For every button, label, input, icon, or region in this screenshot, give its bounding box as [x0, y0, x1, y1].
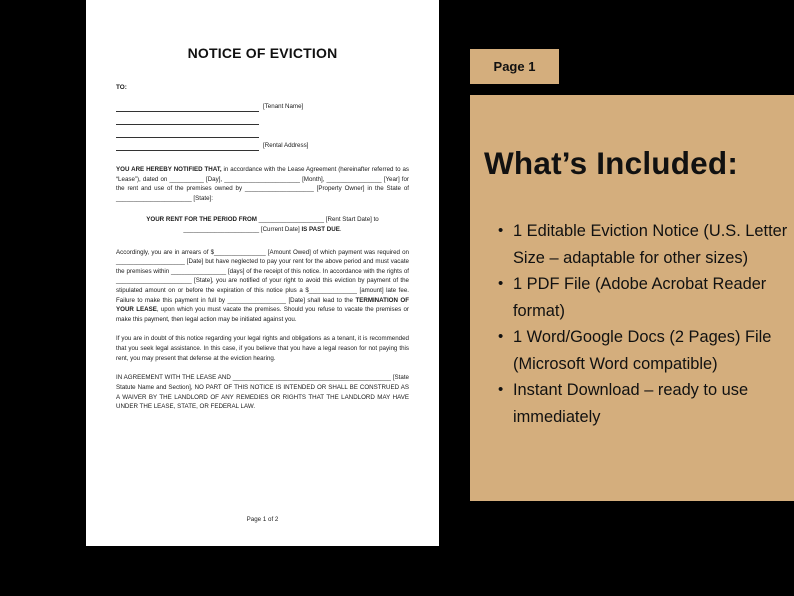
document-page [86, 0, 439, 546]
address-line [116, 112, 409, 125]
blank-line [116, 111, 259, 112]
address-block [116, 99, 409, 151]
bullet-icon: • [498, 381, 504, 398]
page-label: Page 1 [470, 49, 559, 84]
address-line-label: [Rental Address] [263, 142, 309, 150]
panel-heading: What’s Included: [484, 145, 739, 181]
rent-line-2-text: ______________________ [Current Date] [183, 225, 302, 233]
blank-line [116, 150, 259, 151]
agreement-paragraph: IN AGREEMENT WITH THE LEASE AND ______________________________________________ [State Statute Name and Section], NO PART OF THIS NOTICE IS INTENDED OR SHALL BE CONSTRUED AS A WAIVER BY THE LANDLORD OF ANY REMEDIES OR RIGHTS THAT THE LANDLORD MAY HAVE UNDER THE LEASE, STATE, OR FEDERAL LAW. [116, 374, 409, 411]
past-due-bold: IS PAST DUE [301, 225, 340, 233]
list-item-text: 1 PDF File (Adobe Acrobat Reader format) [513, 275, 767, 320]
notice-text: in accordance with the Lease Agreement (hereinafter referred to as “Lease”), dated on __________ [Day], ______________________ [Month], ________________ [Year] for the rent and use of the premises owned by ____________________ [Property Owner] in the State of ______________________ [State]: [116, 165, 410, 202]
bullet-icon: • [498, 275, 504, 292]
list-item-text: 1 Word/Google Docs (2 Pages) File (Microsoft Word compatible) [513, 328, 772, 373]
feature-list [484, 218, 794, 430]
list-item [498, 271, 794, 324]
blank-line [116, 137, 259, 138]
address-line-label: [Tenant Name] [263, 103, 304, 111]
arrears-paragraph [116, 248, 409, 325]
to-label: TO: [116, 84, 127, 91]
list-item [498, 377, 794, 430]
bullet-icon: • [498, 328, 504, 345]
rent-bold-lead: YOUR RENT FOR THE PERIOD FROM [146, 216, 257, 224]
bullet-icon: • [498, 222, 504, 239]
legal-advice-paragraph: If you are in doubt of this notice regarding your legal rights and obligations as a tenant, it is recommended that you seek legal assistance. In this case, if you believe that you have a legal reason for not paying this rent, you may present that defense at the eviction hearing. [116, 335, 409, 362]
termination-bold: TERMINATION OF YOUR LEASE [116, 296, 409, 314]
page-number: Page 1 of 2 [246, 516, 279, 523]
arrears-text-b: , upon which you must vacate the premises. Should you refuse to vacate the premises or make this payment, then legal action may be initiated against you. [116, 306, 409, 323]
list-item [498, 218, 794, 271]
rent-line-1 [116, 215, 409, 225]
rent-due-statement [116, 215, 409, 234]
whats-included-panel [470, 95, 794, 501]
address-line [116, 99, 409, 112]
list-item [498, 324, 794, 377]
rent-line-1-text: ___________________ [Rent Start Date] to [256, 216, 379, 224]
address-line [116, 138, 409, 151]
rent-line-2 [116, 225, 409, 235]
list-item-text: 1 Editable Eviction Notice (U.S. Letter Size – adaptable for other sizes) [513, 222, 788, 267]
notice-paragraph [116, 165, 409, 203]
notice-bold-lead: YOU ARE HEREBY NOTIFIED THAT, [116, 165, 222, 173]
list-item-text: Instant Download – ready to use immediately [513, 381, 749, 426]
document-title: NOTICE OF EVICTION [187, 45, 338, 61]
blank-line [116, 124, 259, 125]
rent-line-2-end: . [339, 225, 342, 233]
address-line [116, 125, 409, 138]
arrears-text-a: Accordingly, you are in arrears of $_______________ [Amount Owed] of which payment was required on ____________________ [Date] but have neglected to pay your rent for the above period and must vacate the premises within ________________ [days] of the receipt of this notice. In accordance with the rights of ______________________ [State], you are notified of your right to avoid this eviction by payment of the stipulated amount on or before the expiration of this notice plus a $______________ [amount] late fee. Failure to make this payment in full by _________________ [Date] shall lead to the [116, 248, 409, 304]
